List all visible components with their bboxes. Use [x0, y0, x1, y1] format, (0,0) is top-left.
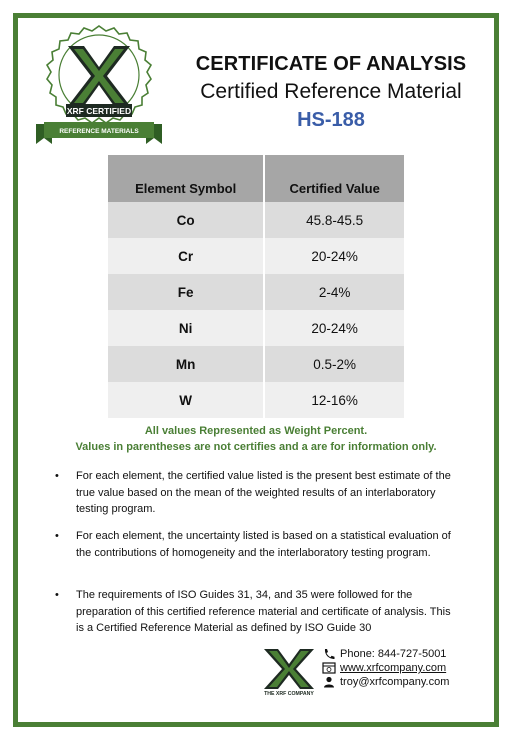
element-symbol-cell: W	[108, 382, 264, 418]
bullet-text: For each element, the uncertainty listed is based on a statistical evaluation of the contributions of homogeneity and the interlaboratory testing program.	[76, 530, 451, 559]
certified-value-cell: 45.8-45.5	[264, 202, 404, 238]
table-row	[108, 202, 404, 238]
x-mark-icon	[264, 649, 314, 689]
certificate-header	[176, 50, 486, 134]
email-row	[322, 675, 449, 689]
table-row	[108, 274, 404, 310]
table-row	[108, 310, 404, 346]
xrf-certified-seal	[30, 22, 168, 150]
element-symbol-cell: Co	[108, 202, 264, 238]
phone-row	[322, 647, 449, 661]
certified-value-cell: 2-4%	[264, 274, 404, 310]
element-symbol-cell: Mn	[108, 346, 264, 382]
seal-ribbon-text: REFERENCE MATERIALS	[59, 128, 139, 135]
company-logo-text: THE XRF COMPANY	[264, 691, 314, 696]
note-line-1: All values Represented as Weight Percent.	[144, 425, 368, 437]
website-row	[322, 661, 449, 675]
bullet-dot: •	[55, 530, 59, 542]
certified-values-table	[108, 155, 404, 418]
contact-block	[322, 647, 449, 689]
product-code: HS-188	[297, 109, 365, 131]
certified-value-cell: 20-24%	[264, 238, 404, 274]
column-header-element-symbol: Element Symbol	[108, 155, 264, 202]
xrf-company-logo	[258, 648, 320, 696]
weight-percent-notes	[40, 423, 472, 455]
email-address[interactable]: troy@xrfcompany.com	[340, 676, 450, 688]
bullet-dot: •	[55, 470, 59, 482]
element-symbol-cell: Cr	[108, 238, 264, 274]
web-icon	[322, 662, 336, 674]
column-header-certified-value: Certified Value	[264, 155, 404, 202]
certificate-subtitle: Certified Reference Material	[200, 80, 462, 103]
certified-value-cell: 20-24%	[264, 310, 404, 346]
table-header-row	[108, 155, 404, 202]
table-row	[108, 382, 404, 418]
note-line-2: Values in parentheses are not certifies and a are for information only.	[75, 441, 437, 453]
bullet-text: The requirements of ISO Guides 31, 34, and 35 were followed for the preparation of this certified reference material and certificate of analysis. This is a Certified Reference Material as defined by ISO Guide 30	[76, 589, 451, 634]
user-icon	[322, 676, 336, 688]
website-link[interactable]: www.xrfcompany.com	[340, 662, 447, 674]
certified-value-cell: 0.5-2%	[264, 346, 404, 382]
phone-icon	[322, 648, 336, 660]
table-row	[108, 238, 404, 274]
seal-badge-text: XRF CERTIFIED	[66, 106, 132, 116]
bullet-dot: •	[55, 589, 59, 601]
certificate-title: CERTIFICATE OF ANALYSIS	[195, 53, 467, 75]
table-row	[108, 346, 404, 382]
certified-value-cell: 12-16%	[264, 382, 404, 418]
element-symbol-cell: Fe	[108, 274, 264, 310]
bullet-text: For each element, the certified value listed is the present best estimate of the true value based on the mean of the weighted results of an interlaboratory testing program.	[76, 470, 451, 515]
phone-number: Phone: 844-727-5001	[340, 648, 447, 660]
element-symbol-cell: Ni	[108, 310, 264, 346]
